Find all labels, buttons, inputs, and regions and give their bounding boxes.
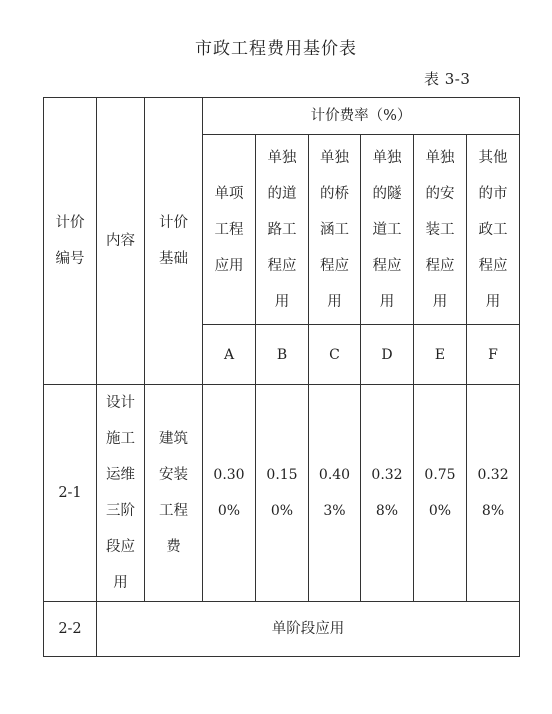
- header-content: 内容: [106, 233, 135, 249]
- fee-rate-table: [43, 97, 520, 657]
- row-code: 2-2: [44, 602, 97, 657]
- column-desc-f: 其他的市政工程应用: [467, 135, 520, 325]
- header-basis: 计价基础: [159, 215, 188, 267]
- column-letter-e: E: [414, 325, 467, 385]
- header-content-cell: [97, 98, 145, 385]
- rate-c: 0.403%: [309, 385, 361, 602]
- column-desc-b: 单独的道路工程应用: [256, 135, 309, 325]
- row-content: 设计施工运维三阶段应用: [97, 385, 145, 602]
- column-desc-d: 单独的隧道工程应用: [361, 135, 414, 325]
- rate-d: 0.328%: [361, 385, 414, 602]
- column-letter-d: D: [361, 325, 414, 385]
- row-merged-text: 单阶段应用: [97, 602, 520, 657]
- header-basis-cell: [145, 98, 203, 385]
- column-desc-c: 单独的桥涵工程应用: [309, 135, 361, 325]
- row-code: 2-1: [44, 385, 97, 602]
- table-number: 表 3-3: [424, 70, 471, 88]
- column-desc-a: 单项工程应用: [203, 135, 256, 325]
- table-row: [44, 385, 520, 602]
- page-title: 市政工程费用基价表: [195, 39, 357, 59]
- column-letter-b: B: [256, 325, 309, 385]
- rate-b: 0.150%: [256, 385, 309, 602]
- column-letter-a: A: [203, 325, 256, 385]
- column-letter-c: C: [309, 325, 361, 385]
- row-basis: 建筑安装工程费: [145, 385, 203, 602]
- header-code-cell: [44, 98, 97, 385]
- header-rate-group: 计价费率（%）: [203, 98, 520, 135]
- rate-f: 0.328%: [467, 385, 520, 602]
- column-desc-e: 单独的安装工程应用: [414, 135, 467, 325]
- column-letter-f: F: [467, 325, 520, 385]
- header-code: 计价编号: [55, 215, 85, 267]
- rate-e: 0.750%: [414, 385, 467, 602]
- table-row: [44, 602, 520, 657]
- rate-a: 0.300%: [203, 385, 256, 602]
